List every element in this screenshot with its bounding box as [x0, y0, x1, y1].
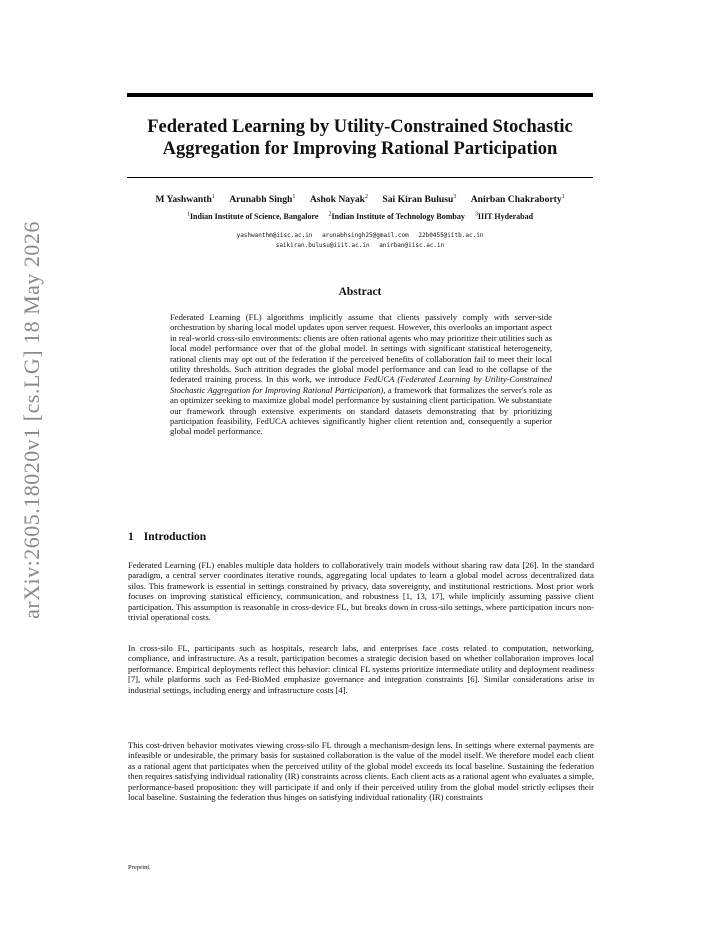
affiliation: $^2$Indian Institute of Technology Bombay	[328, 211, 465, 221]
author: M Yashwanth$^1$	[155, 193, 215, 205]
arxiv-sidebar	[12, 160, 52, 680]
author-list	[100, 194, 620, 205]
intro-paragraph-2: In cross-silo FL, participants such as hospitals, research labs, and enterprises face costs related to computation, networking, compliance, and infrastructure. As a result, participation becomes a strategic decision based on whether collaboration improves local performance. Empirical deployments reflect this behavior: clinical FL systems prioritize intermediate utility and deployment readiness [7], while platforms such as Fed-BioMed emphasize governance and integration constraints [6]. Similar considerations arise in industrial settings, including energy and infrastructure costs [4].	[128, 643, 594, 695]
email: yashwanthm@iisc.ac.in	[236, 232, 313, 239]
abstract-heading: Abstract	[338, 286, 382, 298]
arxiv-identifier: arXiv:2605.18020v1 [cs.LG] 18 May 2026	[19, 221, 44, 619]
title-rule-bottom	[127, 177, 593, 178]
method-name: FedUCA (Federated Learning by Utility-Constrained Stochastic Aggregation for Improving Rational Participation)	[170, 374, 552, 395]
title-line-2: Aggregation for Improving Rational Participation	[162, 139, 558, 159]
footer-note: Preprint.	[128, 864, 151, 871]
affiliation-list	[100, 212, 620, 221]
intro-paragraph-3: This cost-driven behavior motivates viewing cross-silo FL through a mechanism-design lens. In settings where external payments are infeasible or undesirable, the primary basis for sustained collaboration is the value of the model itself. We therefore model each client as a rational agent that participates when the perceived utility of the global model exceeds its local baseline. Sustaining the federation then requires satisfying individual rationality (IR) constraints across clients. Each client acts as a rational agent who evaluates a simple, performance-based proposition: they will participate if and only if their perceived utility from the global model strictly eclipses their local baseline. Sustaining the federation thus hinges on satisfying individual rationality (IR) constraints	[128, 740, 594, 803]
email: saikiran.bulusu@iiit.ac.in	[275, 242, 370, 249]
paper-title	[110, 116, 610, 160]
email: arunabhsingh25@gmail.com	[322, 232, 409, 239]
title-rule-top	[127, 93, 593, 97]
author: Ashok Nayak$^2$	[309, 193, 368, 205]
author: Arunabh Singh$^1$	[229, 193, 296, 205]
email: anirban@iisc.ac.in	[379, 242, 445, 249]
author: Anirban Chakraborty$^1$	[470, 193, 565, 205]
author: Sai Kiran Bulusu$^3$	[382, 193, 457, 205]
section-heading-introduction: 1 Introduction	[128, 531, 207, 543]
email: 22b0455@iitb.ac.in	[418, 232, 484, 239]
abstract-text: Federated Learning (FL) algorithms implicitly assume that clients passively comply with server-side orchestration by sharing local model updates upon server request. However, this overlooks an important aspect in real-world cross-silo environments: clients are often rational agents who may prioritize their utilities such as local model performance over that of the global model. In settings with significant statistical heterogeneity, rational clients may opt out of the federation if the perceived benefits of collaboration fail to meet their local utility thresholds. Such attrition degrades the global model performance and can lead to the collapse of the federated training process. In this work, we introduce FedUCA (Federated Learning by Utility-Constrained Stochastic Aggregation for Improving Rational Participation), a framework that formalizes the server's role as an optimizer seeking to maximize global model performance by sustaining client participation. We substantiate our framework through extensive experiments on standard datasets demonstrating that by prioritizing participation feasibility, FedUCA achieves significantly higher client retention and, consequently a superior global model performance.	[170, 312, 552, 437]
email-list	[100, 231, 620, 251]
affiliation: $^3$IIIT Hyderabad	[474, 211, 534, 221]
affiliation: $^1$Indian Institute of Science, Bangalore	[186, 211, 319, 221]
intro-paragraph-1: Federated Learning (FL) enables multiple data holders to collaboratively train models without sharing raw data [26]. In the standard paradigm, a central server coordinates iterative rounds, aggregating local updates to learn a global model across decentralized data silos. This framework is essential in settings constrained by privacy, data sovereignty, and institutional restrictions. Most prior work focuses on improving statistical efficiency, communication, and robustness [1, 13, 17], while implicitly assuming passive client participation. This assumption is reasonable in cross-device FL, but breaks down in cross-silo settings, where participation incurs non-trivial operational costs.	[128, 560, 594, 623]
title-line-1: Federated Learning by Utility-Constrained Stochastic	[147, 117, 573, 137]
